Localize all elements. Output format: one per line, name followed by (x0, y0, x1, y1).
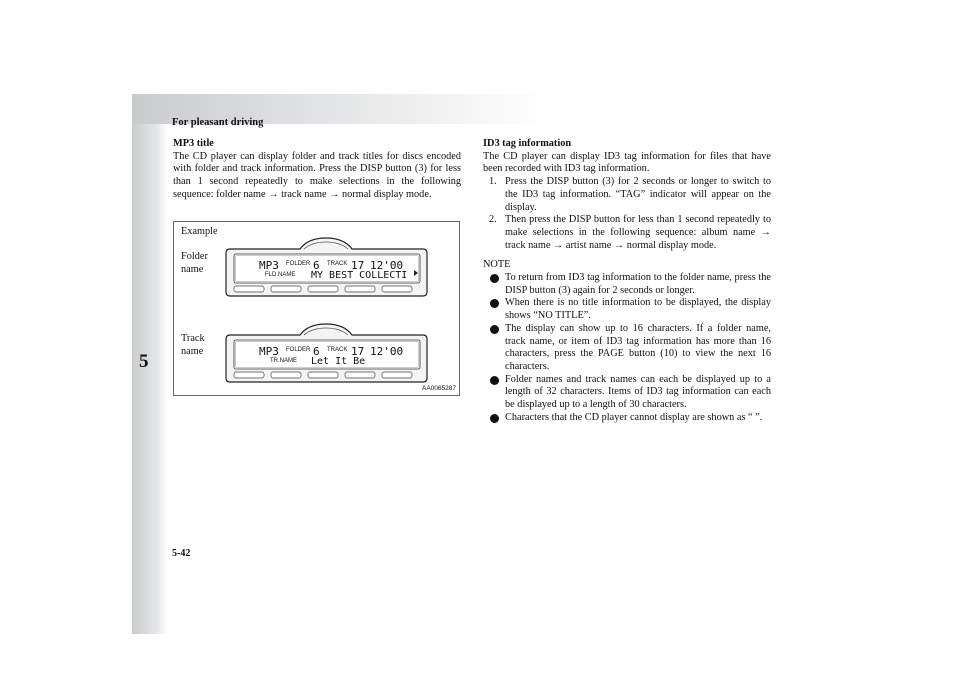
lcd-mode: MP3 (259, 345, 279, 358)
mp3-title-heading: MP3 title (173, 138, 214, 149)
note-label: NOTE (483, 259, 511, 271)
note-text: Folder names and track names can each be displayed up to a length of 32 characters. Items of ID3 tag information can each be displayed up to a length of 30 characters. (505, 373, 771, 411)
lcd-folder-num: 6 (313, 259, 320, 272)
right-column (483, 138, 771, 424)
lcd-display-track (226, 324, 427, 382)
id3-intro: The CD player can display ID3 tag information for files that have been recorded with ID3 tag information. (483, 150, 771, 175)
lcd-mode: MP3 (259, 259, 279, 272)
step-number: 1. (489, 176, 497, 188)
display-example-figure (173, 221, 460, 396)
step-text: Press the DISP button (3) for 2 seconds or longer to switch to the ID3 tag information. “TAG” indicator will appear on the display. (505, 176, 771, 213)
lcd-track-tag: TRACK (327, 347, 348, 353)
lcd-time: 12'00 (370, 259, 404, 272)
bullet-icon (490, 299, 499, 308)
left-column (173, 138, 461, 202)
lcd-displays-illustration (174, 222, 461, 397)
lcd-track-tag: TRACK (327, 261, 348, 267)
bullet-icon (490, 325, 499, 334)
list-item (483, 374, 771, 412)
id3-steps-list (483, 176, 771, 252)
list-item (483, 412, 771, 425)
list-item (483, 323, 771, 374)
note-text: Characters that the CD player cannot display are shown as “ ”. (505, 411, 763, 423)
lcd-folder-tag: FOLDER (286, 261, 311, 267)
id3-heading: ID3 tag information (483, 138, 572, 149)
page-number: 5-42 (172, 548, 191, 559)
lcd-track-num: 17 (351, 259, 365, 272)
lcd-time: 12'00 (370, 345, 404, 358)
lcd-folder-tag: FOLDER (286, 347, 311, 353)
figure-label-folder-name: Folder name (181, 251, 208, 275)
lcd-track-num: 17 (351, 345, 365, 358)
mp3-title-paragraph: The CD player can display folder and track titles for discs encoded with folder and track information. Press the DISP button (3) for less than 1 second repeatedly to make selections in the following sequence: folder name → track name → normal display mode. (173, 150, 461, 200)
list-item (483, 214, 771, 252)
lcd-display-folder (226, 238, 427, 296)
bullet-icon (490, 274, 499, 283)
note-text: When there is no title information to be displayed, the display shows “NO TITLE”. (505, 297, 771, 322)
figure-caption-example: Example (181, 226, 218, 237)
step-number: 2. (489, 214, 497, 226)
lcd-name-tag: FLD.NAME (265, 272, 296, 278)
lcd-name-text: MY BEST COLLECTI (311, 270, 408, 281)
list-item (483, 297, 771, 322)
section-title: For pleasant driving (172, 117, 264, 128)
notes-list (483, 272, 771, 424)
bullet-icon (490, 414, 499, 423)
list-item (483, 272, 771, 297)
lcd-folder-num: 6 (313, 345, 320, 358)
bullet-icon (490, 376, 499, 385)
list-item (483, 176, 771, 214)
note-text: To return from ID3 tag information to the folder name, press the DISP button (3) again for 2 seconds or longer. (505, 272, 771, 296)
lcd-name-text: Let It Be (311, 356, 366, 367)
figure-label-track-name: Track name (181, 333, 205, 357)
chapter-tab (132, 124, 168, 634)
chapter-number: 5 (139, 351, 149, 372)
note-text: The display can show up to 16 characters. If a folder name, track name, or item of ID3 tag information has more than 16 characters, press the PAGE button (10) to view the next 16 characters. (505, 322, 771, 372)
step-text: Then press the DISP button for less than 1 second repeatedly to make selections in the following sequence: album name → track name → artist name → normal display mode. (505, 214, 771, 251)
lcd-name-tag: TR.NAME (270, 358, 297, 364)
figure-code: AA0065287 (422, 385, 456, 392)
